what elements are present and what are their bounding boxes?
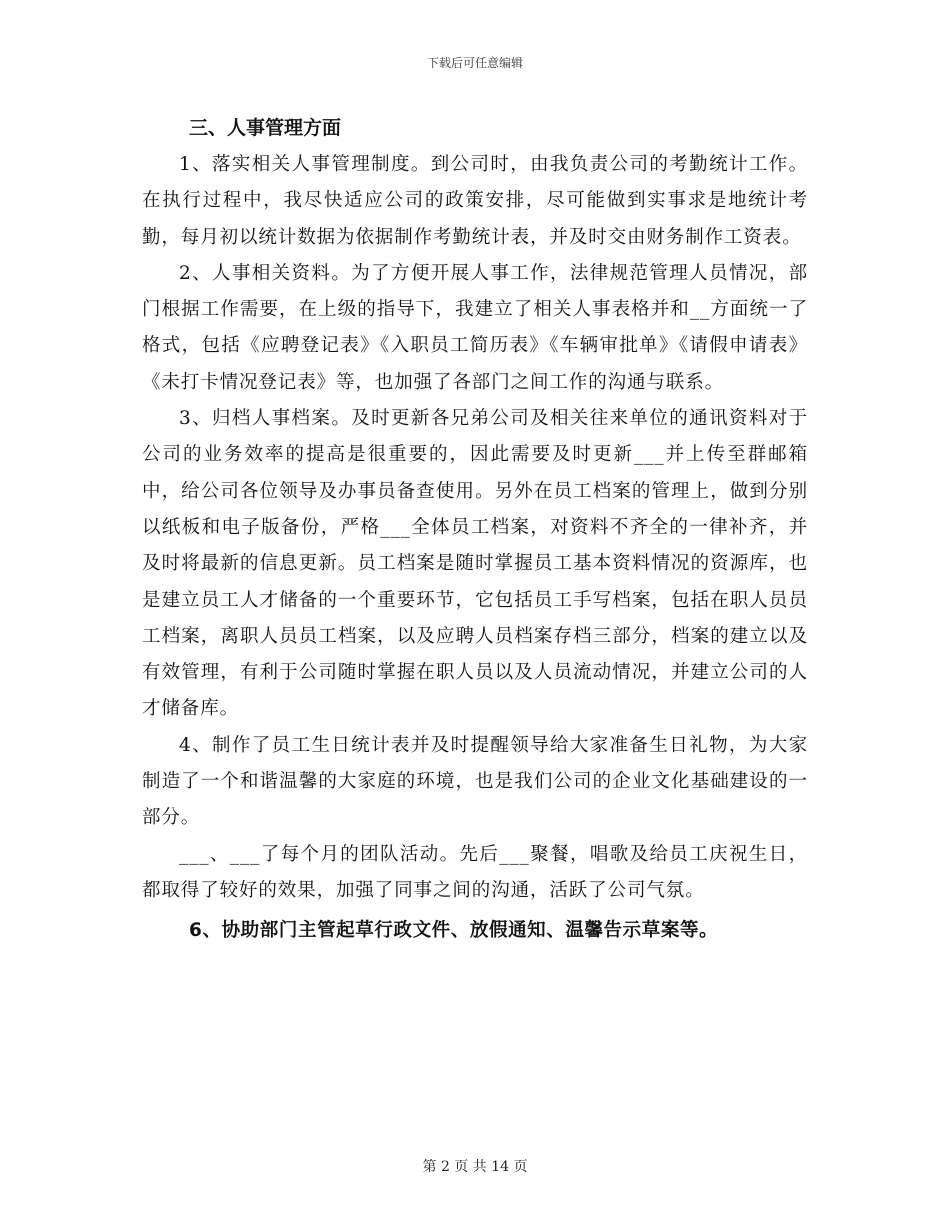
paragraph-attendance: 1、落实相关人事管理制度。到公司时，由我负责公司的考勤统计工作。在执行过程中，我尽快适应公司的政策安排，尽可能做到实事求是地统计考勤，每月初以统计数据为依据制作考勤统计表，并及时交由财务制作工资表。 xyxy=(142,154,808,248)
document-body xyxy=(142,110,808,949)
page-number-footer: 第 2 页 共 14 页 xyxy=(422,1159,528,1175)
paragraph-hr-materials: 2、人事相关资料。为了方便开展人事工作，法律规范管理人员情况，部门根据工作需要，在上级的指导下，我建立了相关人事表格并和__方面统一了格式，包括《应聘登记表》《入职员工简历表》《车辆审批单》《请假申请表》《未打卡情况登记表》等，也加强了各部门之间工作的沟通与联系。 xyxy=(142,262,808,393)
paragraph-birthday-stats: 4、制作了员工生日统计表并及时提醒领导给大家准备生日礼物，为大家制造了一个和谐温馨的大家庭的环境，也是我们公司的企业文化基础建设的一部分。 xyxy=(142,734,808,829)
closing-heading: 6、协助部门主管起草行政文件、放假通知、温馨告示草案等。 xyxy=(189,920,719,942)
section-title: 三、人事管理方面 xyxy=(189,117,342,139)
paragraph-hr-archives: 3、归档人事档案。及时更新各兄弟公司及相关往来单位的通讯资料对于公司的业务效率的提高是很重要的，因此需要及时更新___并上传至群邮箱中，给公司各位领导及办事员备查使用。另外在员工档案的管理上，做到分别以纸板和电子版备份，严格___全体员工档案，对资料不齐全的一律补齐，并及时将最新的信息更新。员工档案是随时掌握员工基本资料情况的资源库，也是建立员工人才储备的一个重要环节，它包括员工手写档案，包括在职人员员工档案，离职人员员工档案，以及应聘人员档案存档三部分，档案的建立以及有效管理，有利于公司随时掌握在职人员以及人员流动情况，并建立公司的人才储备库。 xyxy=(142,408,808,720)
page-header: 下载后可任意编辑 xyxy=(426,56,523,70)
paragraph-team-activities: ___、___了每个月的团队活动。先后___聚餐，唱歌及给员工庆祝生日，都取得了较好的效果，加强了同事之间的沟通，活跃了公司气氛。 xyxy=(142,843,808,901)
